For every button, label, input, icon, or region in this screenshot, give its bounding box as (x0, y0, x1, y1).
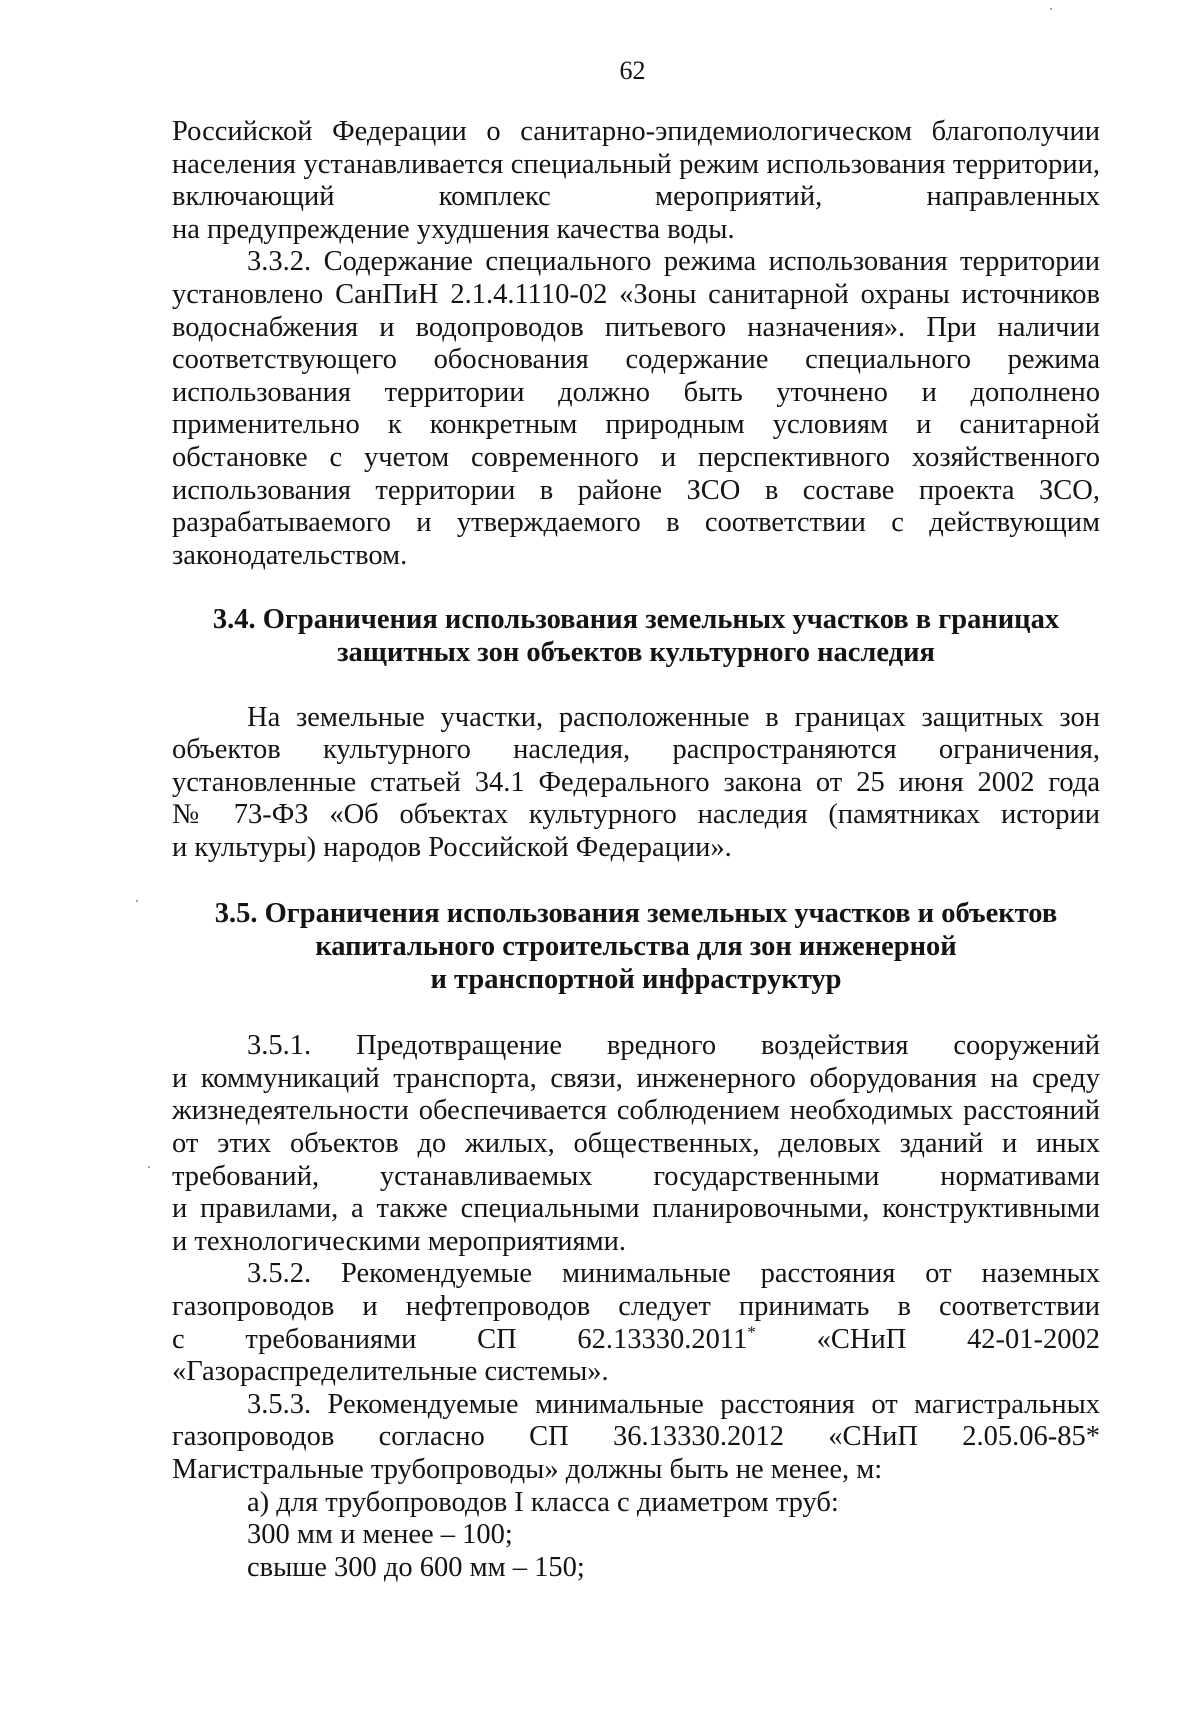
section-heading-3-4 (172, 604, 1100, 669)
text-line: Российской Федерации о санитарно-эпидемиологическом благополучии (172, 116, 1100, 147)
text-line: и коммуникаций транспорта, связи, инженерного оборудования на среду (172, 1062, 1100, 1094)
paragraph-3-5-2 (172, 1258, 1100, 1388)
page-number: 62 (619, 56, 646, 85)
list-item: свыше 300 до 600 мм – 150; (247, 1551, 585, 1583)
text-line: жизнедеятельности обеспечивается соблюдением необходимых расстояний (172, 1095, 1100, 1127)
list-item: а) для трубопроводов I класса с диаметром труб: (247, 1486, 839, 1518)
text-line: использования территории в районе ЗСО в составе проекта ЗСО, (172, 474, 1100, 506)
text-line: 3.5.3. Рекомендуемые минимальные расстояния от магистральных (247, 1388, 1100, 1420)
page-content (172, 116, 1100, 1584)
scan-speck (1050, 8, 1052, 10)
scan-speck (136, 900, 138, 902)
text-line: требований, устанавливаемых государственными нормативами (172, 1160, 1100, 1192)
text-line: «Газораспределительные системы». (172, 1356, 609, 1388)
scan-speck (148, 1166, 150, 1168)
text-line (172, 1324, 1100, 1357)
text-fragment: «СНиП 42-01-2002 (755, 1323, 1100, 1355)
text-line: На земельные участки, расположенные в границах защитных зон (247, 701, 1100, 733)
text-line: и правилами, а также специальными планировочными, конструктивными (172, 1193, 1100, 1225)
text-line: объектов культурного наследия, распространяются ограничения, (172, 734, 1100, 766)
paragraph-continuation (172, 116, 1100, 246)
footnote-mark: * (747, 1322, 756, 1342)
text-line: установленные статьей 34.1 Федерального закона от 25 июня 2002 года (172, 766, 1100, 798)
heading-line: 3.4. Ограничения использования земельных участков в границах (212, 604, 1060, 636)
heading-line: капитального строительства для зон инженерной (315, 931, 957, 963)
text-line: разрабатываемого и утверждаемого в соответствии с действующим (172, 507, 1100, 539)
text-line: на предупреждение ухудшения качества воды. (172, 213, 735, 245)
text-line: 3.5.2. Рекомендуемые минимальные расстояния от наземных (247, 1258, 1100, 1290)
text-line: 3.3.2. Содержание специального режима использования территории (247, 246, 1100, 278)
text-line: от этих объектов до жилых, общественных, деловых зданий и иных (172, 1128, 1100, 1160)
text-line: и технологическими мероприятиями. (172, 1225, 627, 1257)
list-item: 300 мм и менее – 100; (247, 1519, 513, 1551)
text-line: газопроводов согласно СП 36.13330.2012 «СНиП 2.05.06-85* (172, 1421, 1100, 1453)
text-line: населения устанавливается специальный режим использования территории, (172, 148, 1100, 180)
text-line: обстановке с учетом современного и перспективного хозяйственного (172, 441, 1100, 473)
paragraph-3-5-3 (172, 1389, 1100, 1487)
text-line: водоснабжения и водопроводов питьевого назначения». При наличии (172, 311, 1100, 343)
heading-line: защитных зон объектов культурного наследия (337, 636, 935, 668)
text-line: использования территории должно быть уточнено и дополнено (172, 376, 1100, 408)
text-line: № 73-ФЗ «Об объектах культурного наследия (памятниках истории (172, 799, 1100, 831)
text-line: применительно к конкретным природным условиям и санитарной (172, 409, 1100, 441)
text-line: и культуры) народов Российской Федерации». (172, 831, 732, 863)
text-line: газопроводов и нефтепроводов следует принимать в соответствии (172, 1291, 1100, 1322)
text-line: установлено СанПиН 2.1.4.1110-02 «Зоны санитарной охраны источников (172, 278, 1100, 310)
text-line: соответствующего обоснования содержание специального режима (172, 344, 1100, 376)
section-heading-3-5 (172, 898, 1100, 996)
text-line: законодательством. (172, 539, 408, 571)
text-fragment: с требованиями СП 62.13330.2011 (172, 1323, 748, 1355)
distance-list (172, 1487, 1100, 1585)
paragraph-3-4 (172, 702, 1100, 865)
text-line: включающий комплекс мероприятий, направленных (172, 181, 1100, 213)
text-line: Магистральные трубопроводы» должны быть не менее, м: (172, 1453, 883, 1485)
heading-line: и транспортной инфраструктур (430, 963, 842, 995)
text-line: 3.5.1. Предотвращение вредного воздействия сооружений (247, 1030, 1100, 1062)
paragraph-3-3-2 (172, 246, 1100, 572)
heading-line: 3.5. Ограничения использования земельных участков и объектов (214, 898, 1058, 930)
paragraph-3-5-1 (172, 1030, 1100, 1258)
